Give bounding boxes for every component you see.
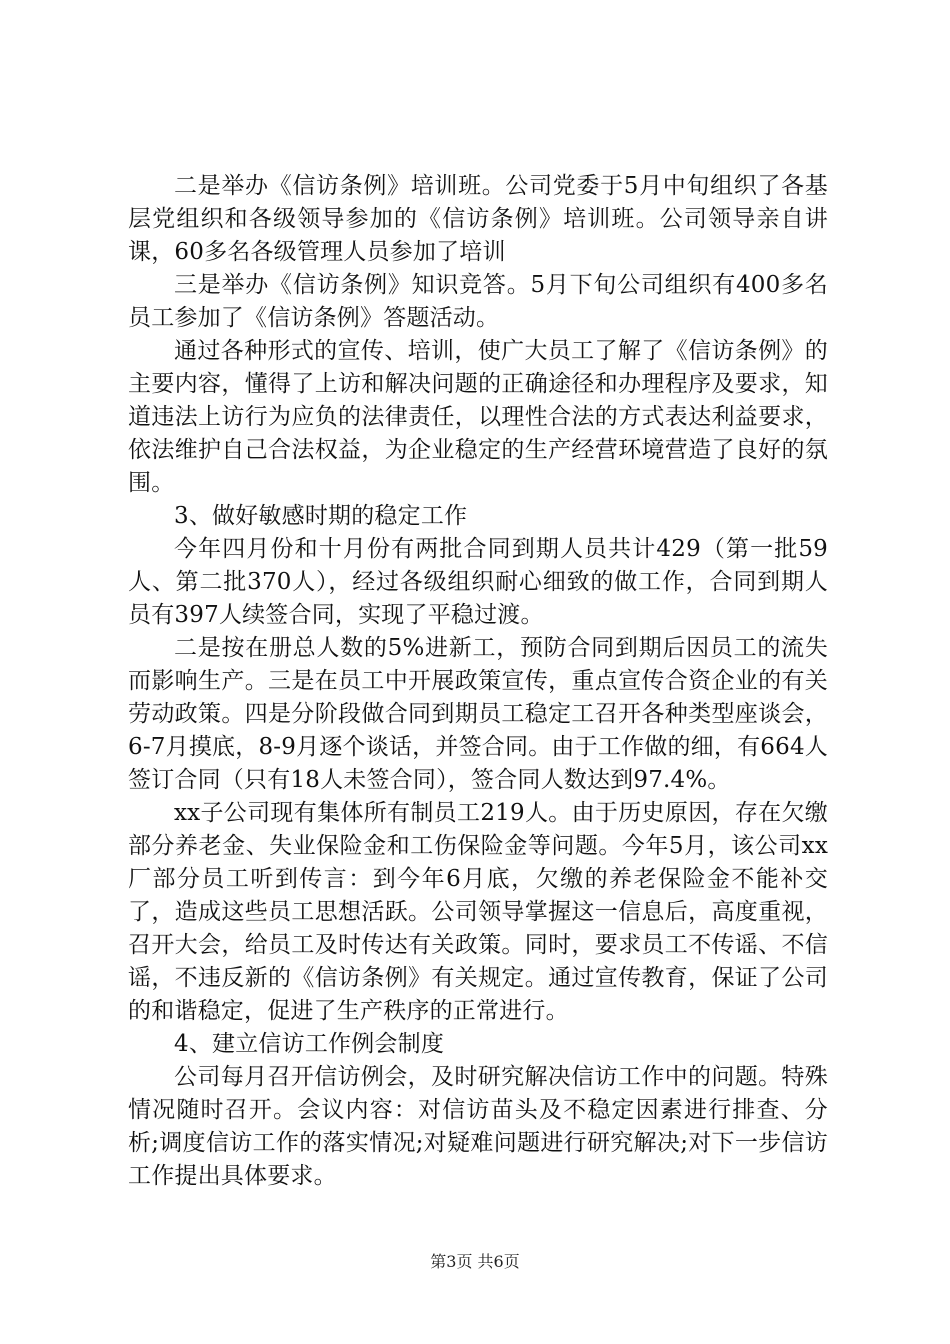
paragraph-new-hires: 二是按在册总人数的5%进新工，预防合同到期后因员工的流失而影响生产。三是在员工中开展政策宣传，重点宣传合资企业的有关劳动政策。四是分阶段做合同到期员工稳定工召开各种类型座谈会，6-7月摸底，8-9月逐个谈话，并签合同。由于工作做的细，有664人签订合同（只有18人未签合同），签合同人数达到97.4%。 — [128, 635, 828, 793]
document-body — [128, 170, 828, 1193]
section-heading-4: 4、建立信访工作例会制度 — [174, 1031, 445, 1057]
paragraph-monthly-meeting: 公司每月召开信访例会，及时研究解决信访工作中的问题。特殊情况随时召开。会议内容：对信访苗头及不稳定因素进行排查、分析;调度信访工作的落实情况;对疑难问题进行研究解决;对下一步信访工作提出具体要求。 — [128, 1064, 828, 1189]
section-heading-3: 3、做好敏感时期的稳定工作 — [174, 503, 468, 529]
paragraph-contract-expiry: 今年四月份和十月份有两批合同到期人员共计429（第一批59人、第二批370人），经过各级组织耐心细致的做工作，合同到期人员有397人续签合同，实现了平稳过渡。 — [128, 536, 828, 628]
paragraph-subsidiary: xx子公司现有集体所有制员工219人。由于历史原因，存在欠缴部分养老金、失业保险金和工伤保险金等问题。今年5月，该公司xx厂部分员工听到传言：到今年6月底，欠缴的养老保险金不能补交了，造成这些员工思想活跃。公司领导掌握这一信息后，高度重视，召开大会，给员工及时传达有关政策。同时，要求员工不传谣、不信谣，不违反新的《信访条例》有关规定。通过宣传教育，保证了公司的和谐稳定，促进了生产秩序的正常进行。 — [128, 800, 828, 1024]
paragraph-summary: 通过各种形式的宣传、培训，使广大员工了解了《信访条例》的主要内容，懂得了上访和解决问题的正确途径和办理程序及要求，知道违法上访行为应负的法律责任，以理性合法的方式表达利益要求，依法维护自己合法权益，为企业稳定的生产经营环境营造了良好的氛围。 — [128, 338, 828, 496]
page-footer — [0, 1252, 950, 1272]
paragraph-quiz: 三是举办《信访条例》知识竞答。5月下旬公司组织有400多名员工参加了《信访条例》答题活动。 — [128, 272, 828, 331]
page-number-label: 第3页 共6页 — [430, 1252, 520, 1271]
paragraph-training-class: 二是举办《信访条例》培训班。公司党委于5月中旬组织了各基层党组织和各级领导参加的《信访条例》培训班。公司领导亲自讲课，60多名各级管理人员参加了培训 — [128, 173, 828, 265]
